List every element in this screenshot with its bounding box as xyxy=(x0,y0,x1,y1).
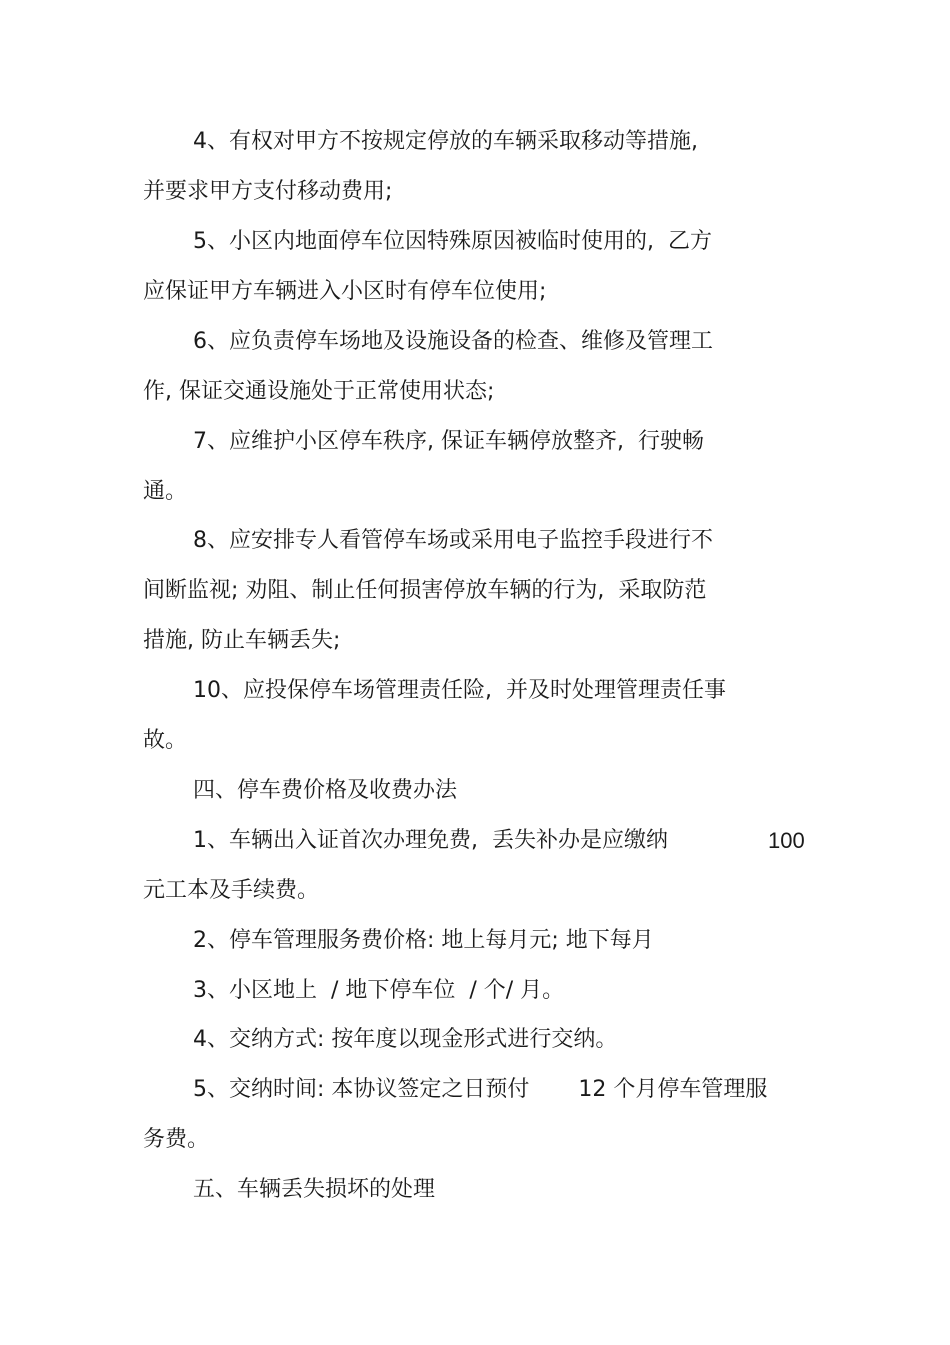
text-line: 间断监视; 劝阻、制止任何损害停放车辆的行为, 采取防范 xyxy=(143,578,707,603)
text-line: 4、交纳方式: 按年度以现金形式进行交纳。 xyxy=(193,1027,618,1052)
text-line: 作, 保证交通设施处于正常使用状态; xyxy=(143,379,495,404)
text-line: 5、小区内地面停车位因特殊原因被临时使用的, 乙方 xyxy=(193,229,712,254)
text-line: 并要求甲方支付移动费用; xyxy=(143,179,393,204)
text-line: 2、停车管理服务费价格: 地上每月元; 地下每月 xyxy=(193,928,654,953)
text-line: 3、小区地上 / 地下停车位 / 个/ 月。 xyxy=(193,978,565,1003)
text-line: 1、车辆出入证首次办理免费, 丢失补办是应缴纳 xyxy=(193,828,668,853)
text-line: 应保证甲方车辆进入小区时有停车位使用; xyxy=(143,279,547,304)
text-line: 7、应维护小区停车秩序, 保证车辆停放整齐, 行驶畅 xyxy=(193,429,704,454)
text-line: 故。 xyxy=(143,728,188,753)
text-line: 务费。 xyxy=(143,1127,210,1152)
text-line: 8、应安排专人看管停车场或采用电子监控手段进行不 xyxy=(193,528,713,553)
text-line: 通。 xyxy=(143,479,188,504)
section-heading: 四、停车费价格及收费办法 xyxy=(193,778,458,803)
text-line: 10、应投保停车场管理责任险, 并及时处理管理责任事 xyxy=(193,678,726,703)
text-line: 4、有权对甲方不按规定停放的车辆采取移动等措施, xyxy=(193,129,698,154)
amount-value: 100 xyxy=(768,828,805,853)
text-line: 6、应负责停车场地及设施设备的检查、维修及管理工 xyxy=(193,329,713,354)
text-line: 元工本及手续费。 xyxy=(143,878,320,903)
text-line: 措施, 防止车辆丢失; xyxy=(143,628,341,653)
text-line: 5、交纳时间: 本协议签定之日预付 12 个月停车管理服 xyxy=(193,1077,768,1102)
section-heading: 五、车辆丢失损坏的处理 xyxy=(193,1177,436,1202)
